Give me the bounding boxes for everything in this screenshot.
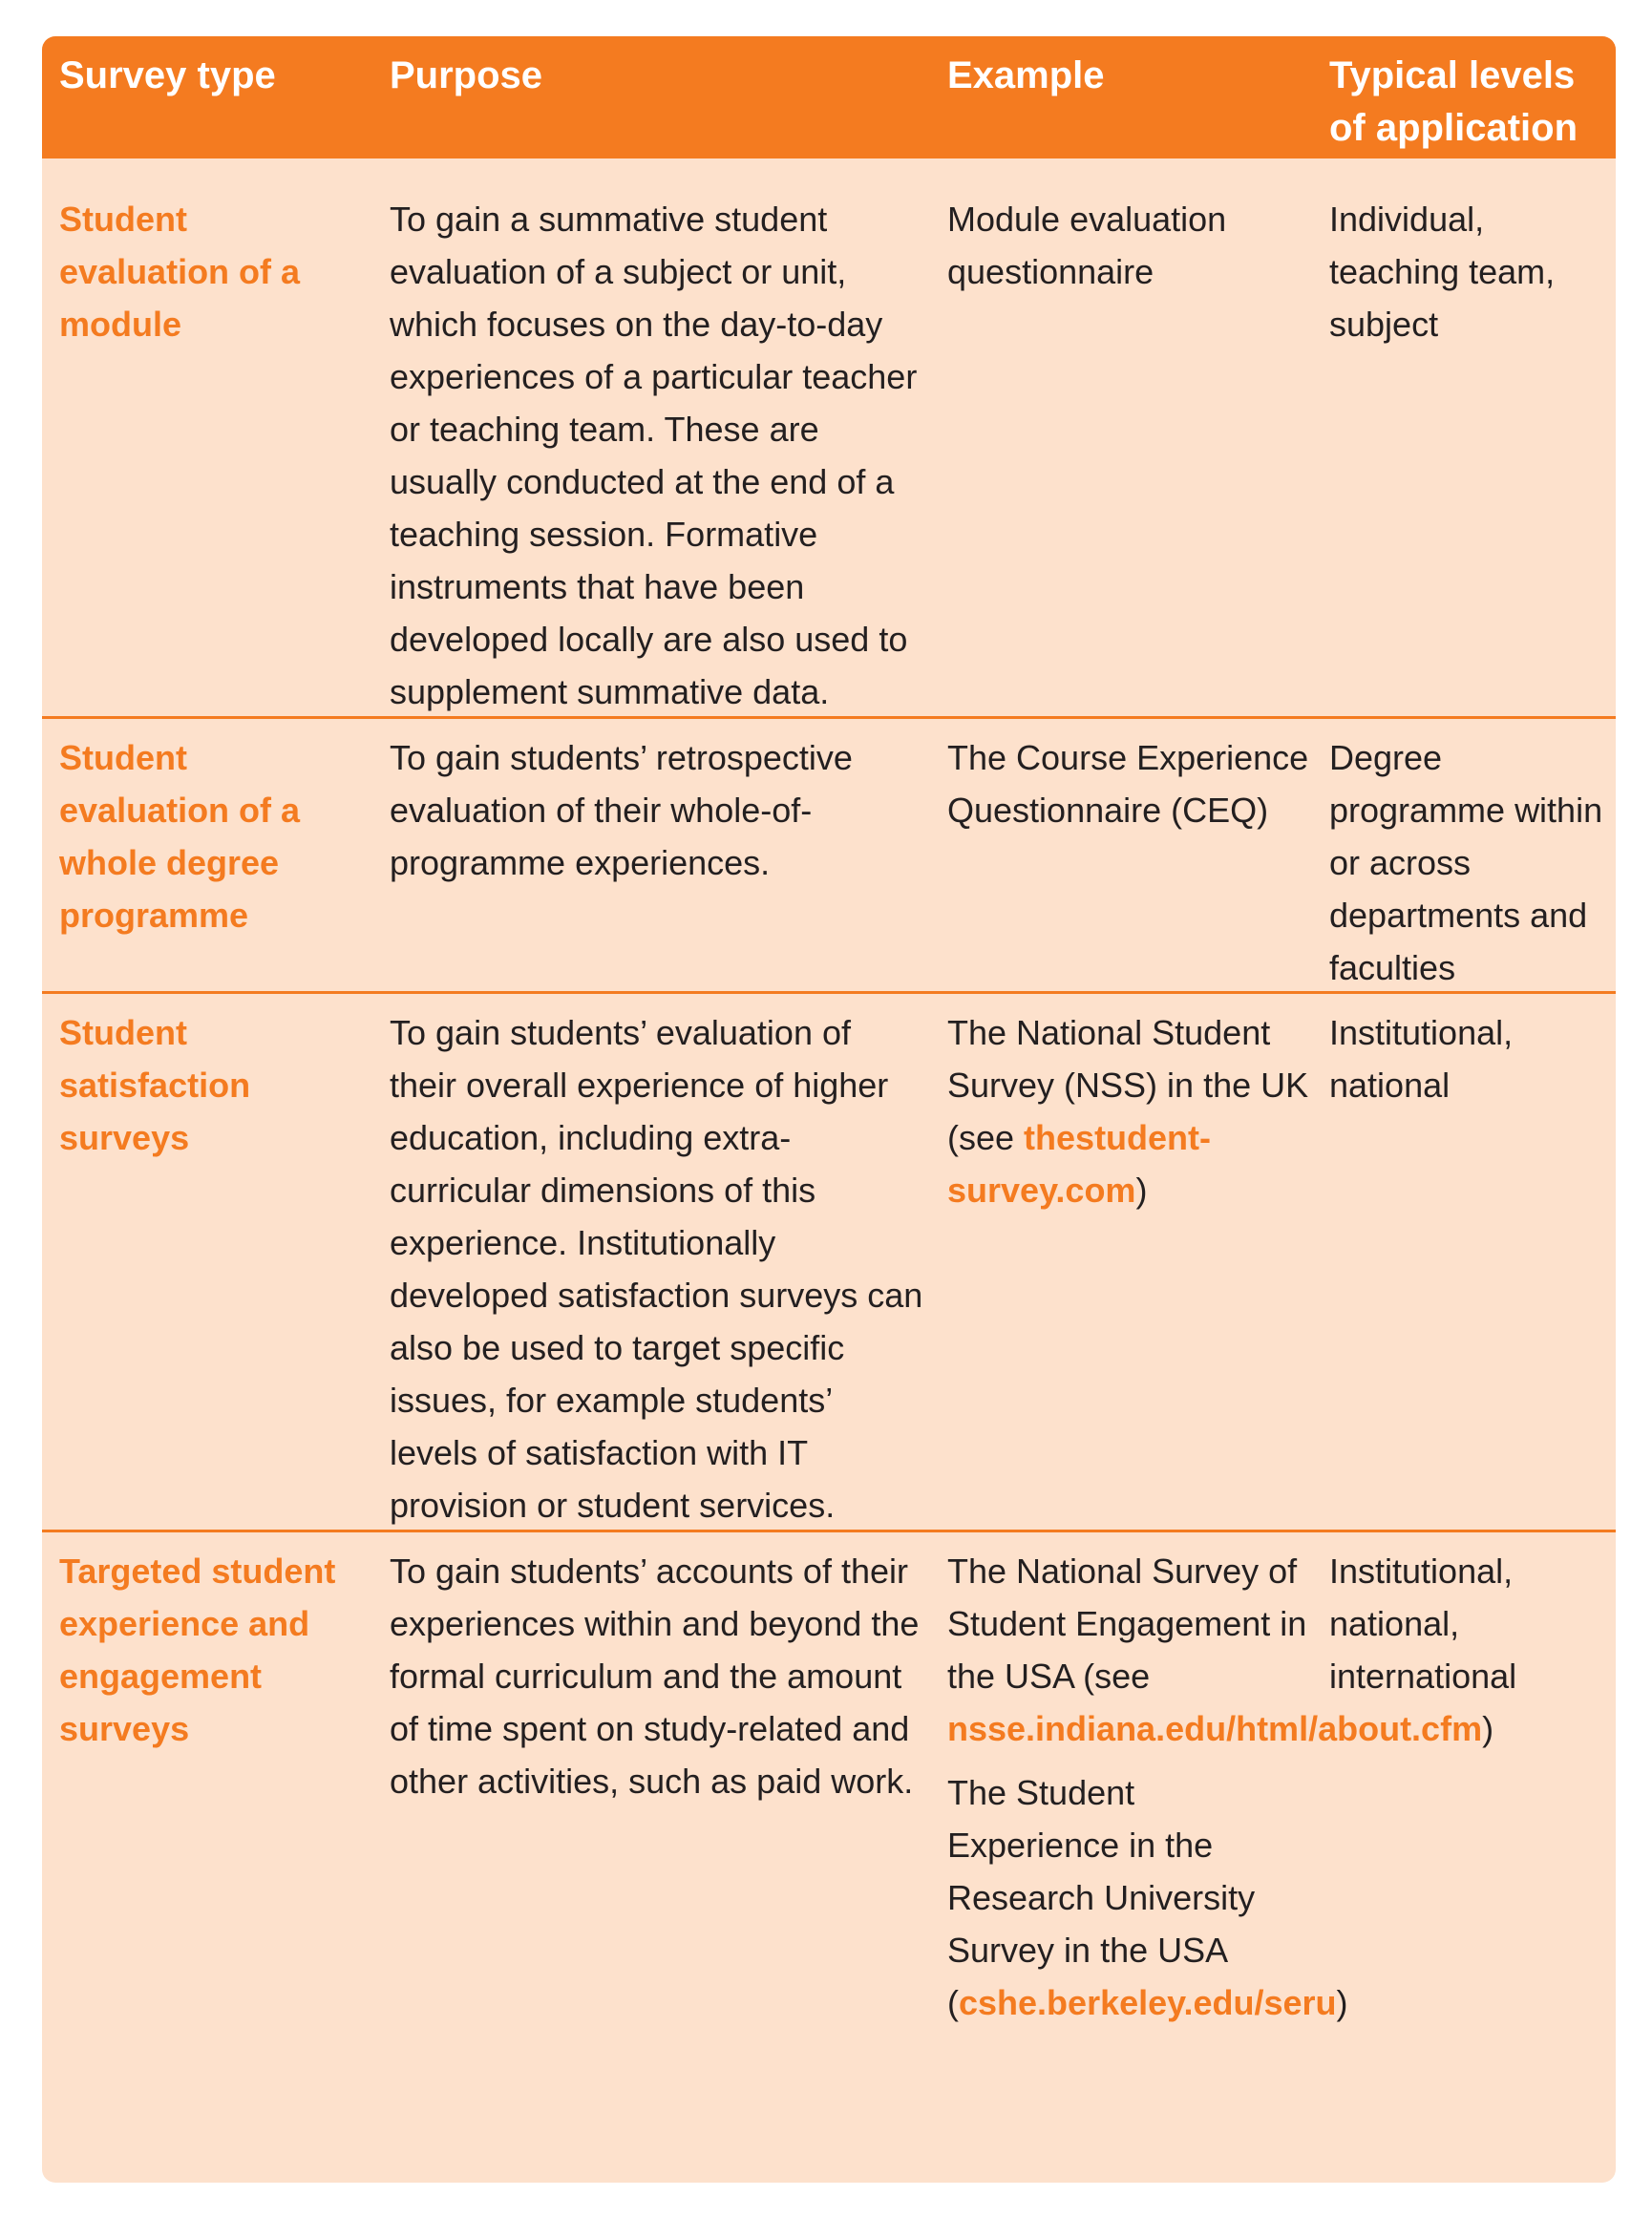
row-divider [42,716,1616,719]
header-levels: Typical levels of application [1329,54,1578,149]
purpose-cell: To gain a summative student evaluation of a subject or unit, which focuses on the day-to-day experiences of a particular teacher or teaching team. These are usually conducted at the end of a teaching session. Formative instruments that have been developed locally are also used to supplement summative data. [390,200,918,711]
example-suffix: ) [1135,1171,1148,1210]
levels-cell: Degree programme within or across departments and faculties [1329,738,1603,987]
row-divider [42,991,1616,994]
example-suffix: ) [1482,1709,1494,1748]
row-divider [42,1530,1616,1532]
header-example: Example [947,54,1105,96]
purpose-cell: To gain students’ accounts of their experiences within and beyond the formal curriculum and the amount of time spent on study-related and other activities, such as paid work. [390,1552,920,1801]
levels-cell: Institutional, national, international [1329,1552,1517,1696]
survey-type-cell: Student evaluation of a whole degree programme [59,738,301,935]
purpose-cell: To gain students’ retrospective evaluation of their whole-of-programme experiences. [390,738,853,882]
survey-table [42,36,1616,2183]
example-text: Module evaluation questionnaire [947,200,1227,291]
example-suffix: ) [1336,1983,1348,2022]
example-entry [947,1766,1348,2029]
example-cell [947,1006,1310,1216]
example-text: The National Survey of Student Engagement in the USA (see [947,1552,1307,1696]
example-text: The Course Experience Questionnaire (CEQ) [947,738,1309,830]
header-survey-type: Survey type [59,54,276,96]
example-link[interactable]: thestudent-survey.com [947,1118,1212,1210]
purpose-cell: To gain students’ evaluation of their overall experience of higher education, including extra-curricular dimensions of this experience. Institutionally developed satisfaction surveys can also be used to target specific issues, for example students’ levels of satisfaction with IT provision or student services. [390,1013,923,1525]
levels-cell: Individual, teaching team, subject [1329,200,1556,344]
example-link[interactable]: nsse.indiana.edu/html/about.cfm [947,1709,1483,1748]
header-purpose: Purpose [390,54,543,96]
survey-type-cell: Student satisfaction surveys [59,1013,251,1157]
example-cell [947,731,1310,836]
example-cell [947,193,1310,298]
example-text: The National Student Survey (NSS) in the UK (see [947,1013,1309,1157]
example-link[interactable]: cshe.berkeley.edu/seru [959,1983,1337,2022]
levels-cell: Institutional, national [1329,1013,1514,1105]
table-header [42,36,1616,158]
survey-type-cell: Student evaluation of a module [59,200,301,344]
survey-type-cell: Targeted student experience and engagement surveys [59,1552,336,1748]
example-text: The Student Experience in the Research University Survey in the USA ( [947,1773,1256,2022]
